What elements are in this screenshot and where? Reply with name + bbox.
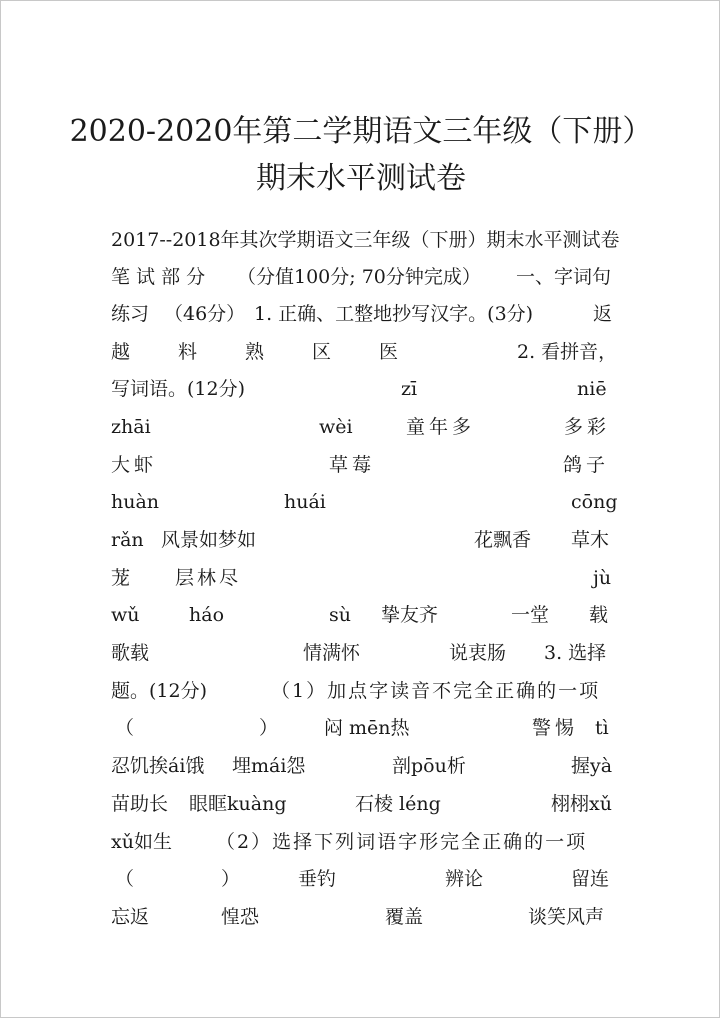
text-segment: 2017--2018年其次学期语文三年级（下册）期末水平测试卷: [111, 229, 620, 251]
text-segment: 挚友齐: [381, 604, 439, 626]
text-segment: （分值100分; 70分钟完成）: [237, 266, 481, 288]
text-segment: 层林尽: [175, 567, 242, 589]
document-title-line-2: 期末水平测试卷: [256, 161, 466, 196]
text-segment: 剖pōu析: [392, 755, 466, 777]
text-segment: 情满怀: [303, 642, 361, 664]
text-segment: 眼眶kuàng: [189, 793, 287, 815]
text-segment: 石棱 léng: [355, 793, 441, 815]
text-segment: huái: [284, 491, 326, 513]
text-segment: （1）加点字读音不完全正确的一项: [271, 680, 601, 702]
body-line-6: [111, 412, 611, 442]
body-line-17: [111, 827, 611, 857]
text-segment: （46分）: [164, 303, 246, 325]
text-segment: jù: [593, 567, 612, 589]
text-segment: niē: [577, 378, 607, 400]
text-segment: 花飘香: [474, 529, 532, 551]
body-line-19: [111, 902, 611, 932]
text-segment: 返: [593, 303, 613, 325]
text-segment: 埋mái怨: [232, 755, 306, 777]
text-segment: 笔 试 部 分: [111, 266, 206, 288]
text-segment: ）: [259, 717, 279, 739]
text-segment: 1. 正确、工整地抄写汉字。(3分): [254, 303, 534, 325]
text-segment: wǔ: [111, 604, 140, 626]
text-segment: 区: [312, 341, 332, 363]
text-segment: 覆盖: [385, 906, 424, 928]
text-segment: 茏: [111, 567, 131, 589]
text-segment: 一、字词句: [516, 266, 612, 288]
body-line-5: [111, 374, 611, 404]
text-segment: zī: [401, 378, 418, 400]
text-segment: háo: [189, 604, 225, 626]
body-line-2: [111, 262, 611, 292]
text-segment: 风景如梦如: [161, 529, 257, 551]
text-segment: （: [115, 868, 135, 890]
text-segment: 苗助长: [111, 793, 169, 815]
body-line-9: [111, 525, 611, 555]
text-segment: 忍饥挨ái饿: [111, 755, 205, 777]
text-segment: xǔ如生: [111, 831, 172, 853]
body-line-15: [111, 751, 611, 781]
text-segment: 题。(12分): [111, 680, 208, 702]
text-segment: 辨论: [445, 868, 484, 890]
text-segment: 一堂: [511, 604, 550, 626]
text-segment: （2）选择下列词语字形完全正确的一项: [216, 831, 588, 853]
text-segment: 谈笑风声: [528, 906, 605, 928]
text-segment: zhāi: [111, 416, 151, 438]
text-segment: 草木: [571, 529, 610, 551]
text-segment: ）: [221, 868, 241, 890]
text-segment: （: [115, 717, 135, 739]
body-line-18: [111, 864, 611, 894]
body-line-11: [111, 600, 611, 630]
text-segment: 2. 看拼音，: [517, 341, 618, 363]
body-line-8: [111, 487, 618, 517]
text-segment: 歌载: [111, 642, 150, 664]
body-line-16: [111, 789, 611, 819]
text-segment: 留连: [571, 868, 610, 890]
body-line-14: [111, 713, 611, 743]
body-line-3: [111, 299, 611, 329]
body-line-1: [111, 225, 620, 255]
text-segment: 医: [379, 341, 399, 363]
text-segment: 惶恐: [221, 906, 260, 928]
text-segment: sù: [329, 604, 351, 626]
text-segment: 握yà: [571, 755, 613, 777]
text-segment: wèi: [319, 416, 353, 438]
text-segment: 料: [178, 341, 198, 363]
text-segment: 多彩: [564, 416, 611, 438]
text-segment: 写词语。(12分): [111, 378, 246, 400]
text-segment: cōng: [571, 491, 618, 513]
text-segment: 练习: [111, 303, 150, 325]
text-segment: tì: [595, 717, 609, 739]
document-title-line-1: 2020-2020年第二学期语文三年级（下册）: [69, 114, 653, 149]
text-segment: 草莓: [329, 454, 376, 476]
text-segment: 鸽子: [563, 454, 610, 476]
text-segment: 载: [589, 604, 609, 626]
text-segment: 3. 选择: [544, 642, 607, 664]
text-segment: rǎn: [111, 529, 144, 551]
body-line-12: [111, 638, 611, 668]
text-segment: 越: [111, 341, 131, 363]
text-segment: huàn: [111, 491, 160, 513]
body-line-13: [111, 676, 611, 706]
text-segment: 栩栩xǔ: [551, 793, 612, 815]
body-line-10: [111, 563, 611, 593]
text-segment: 忘返: [111, 906, 150, 928]
text-segment: 童年多: [406, 416, 476, 438]
body-line-7: [111, 450, 611, 480]
text-segment: 警惕: [532, 717, 579, 739]
text-segment: 说衷肠: [449, 642, 507, 664]
text-segment: 垂钓: [298, 868, 337, 890]
body-line-4: [111, 337, 618, 367]
text-segment: 大虾: [111, 454, 158, 476]
text-segment: 闷 mēn热: [324, 717, 410, 739]
text-segment: 熟: [245, 341, 265, 363]
